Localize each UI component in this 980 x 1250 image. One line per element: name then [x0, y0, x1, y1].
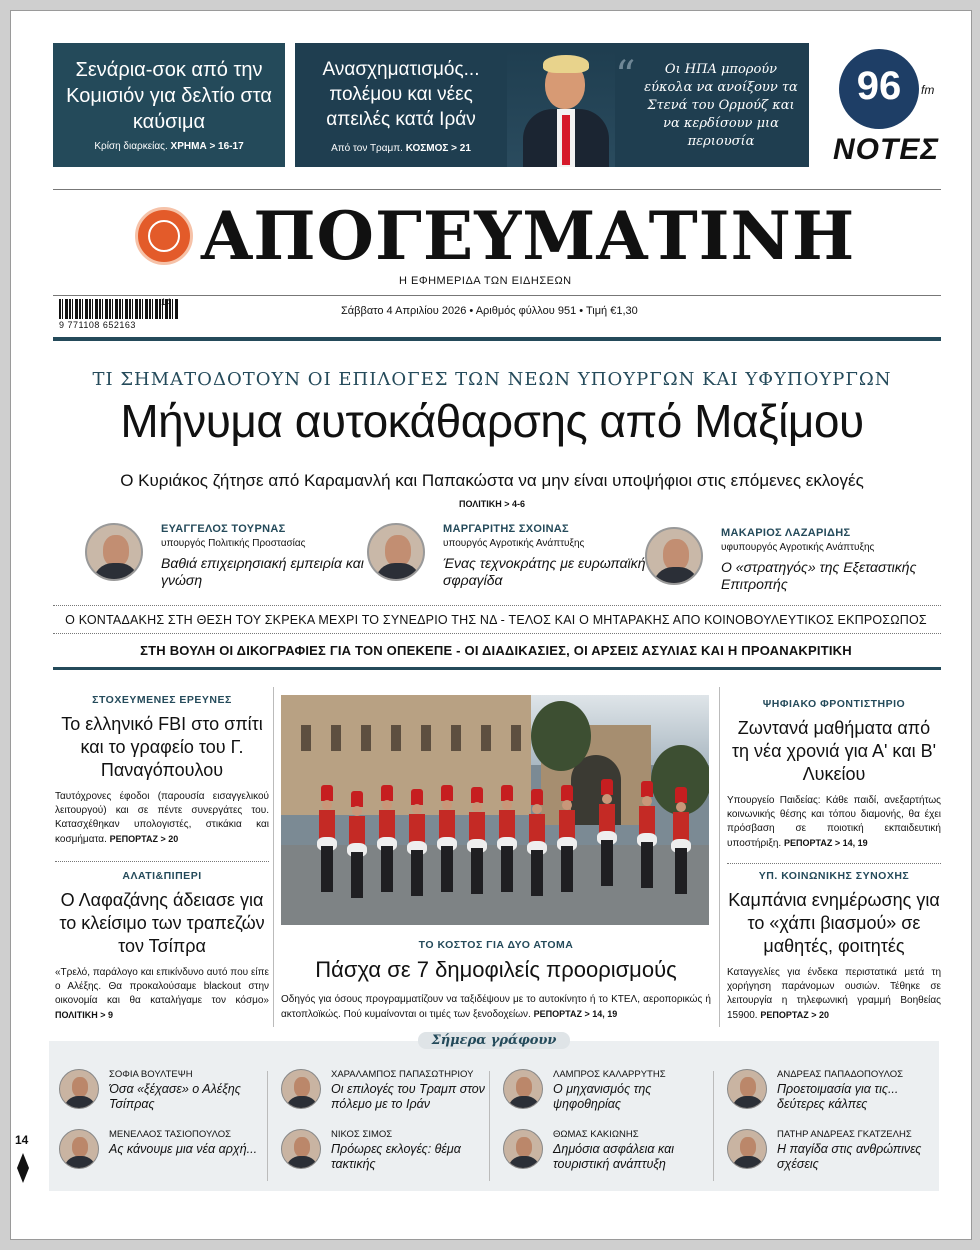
center-headline[interactable]: Πάσχα σε 7 δημοφιλείς προορισμούς: [315, 957, 677, 982]
story-body: Ταυτόχρονες έφοδοι (παρουσία εισαγγελικού λειτουργού) και σε πέντε συνεργάτες του. Κατασχέθηκαν υπολογιστές, στικάκια και κοσμήματα. ΡΕΠΟΡΤΑΖ > 20: [55, 791, 269, 845]
column-divider: [273, 687, 274, 1027]
story-body: Καταγγελίες για ένδεκα περιστατικά μετά τη χορήγηση παράνομων ουσιών. Τέθηκε σε λειτουργία η τηλεφωνική γραμμή Βοηθείας 15900. ΡΕΠΟΡΤΑΖ > 20: [727, 967, 941, 1021]
story-lafazanis[interactable]: [55, 869, 269, 1023]
story-body: Υπουργείο Παιδείας: Κάθε παιδί, ανεξαρτήτως κοινωνικής θέσης και τόπου διαμονής, θα έχει πρόσβαση σε ποιοτική εκπαιδευτική υποστήριξη. ΡΕΠΟΡΤΑΖ > 14, 19: [727, 795, 941, 849]
writer-card[interactable]: [493, 1069, 711, 1121]
story-ref: ΡΕΠΟΡΤΑΖ > 14, 19: [783, 838, 868, 848]
column-divider: [719, 687, 720, 1027]
writer-title: Ο μηχανισμός της ψηφοθηρίας: [553, 1082, 652, 1111]
writer-card[interactable]: [49, 1069, 267, 1121]
avatar: [59, 1129, 99, 1169]
profile-tournas[interactable]: [85, 523, 375, 603]
teaser-headline: Ανασχηματισμός... πολέμου και νέες απειλές κατά Ιράν: [322, 59, 480, 130]
avatar: [503, 1129, 543, 1169]
story-kicker: ΥΠ. ΚΟΙΝΩΝΙΚΗΣ ΣΥΝΟΧΗΣ: [758, 870, 910, 882]
story-ref: ΠΟΛΙΤΙΚΗ > 9: [55, 1010, 114, 1020]
teaser-headline: Σενάρια-σοκ από την Κομισιόν για δελτίο στα καύσιμα: [66, 59, 272, 133]
divider: [53, 633, 941, 634]
writer-title: Δημόσια ασφάλεια και τουριστική ανάπτυξη: [553, 1142, 675, 1171]
profile-schinas[interactable]: [367, 523, 657, 603]
profile-name: ΕΥΑΓΓΕΛΟΣ ΤΟΥΡΝΑΣ: [161, 523, 286, 535]
profile-role: υπουργός Πολιτικής Προστασίας: [161, 538, 306, 549]
writer-name: ΝΙΚΟΣ ΣΙΜΟΣ: [331, 1129, 393, 1140]
writer-name: ΛΑΜΠΡΟΣ ΚΑΛΑΡΡΥΤΗΣ: [553, 1069, 666, 1080]
avatar: [503, 1069, 543, 1109]
today-writers-box: [49, 1033, 939, 1191]
profile-quote: Ο «στρατηγός» της Εξεταστικής Επιτροπής: [721, 559, 917, 592]
avatar: [727, 1069, 767, 1109]
issue-info: Σάββατο 4 Απριλίου 2026 • Αριθμός φύλλου 951 • Τιμή €1,30: [341, 305, 638, 317]
trump-photo: [507, 49, 615, 167]
story-kicker: ΣΤΟΧΕΥΜΕΝΕΣ ΕΡΕΥΝΕΣ: [92, 694, 232, 706]
lead-kicker: ΤΙ ΣΗΜΑΤΟΔΟΤΟΥΝ ΟΙ ΕΠΙΛΟΓΕΣ ΤΩΝ ΝΕΩΝ ΥΠΟΥΡΓΩΝ ΚΑΙ ΥΦΥΠΟΥΡΓΩΝ: [92, 369, 892, 390]
divider: [53, 337, 941, 341]
writer-title: Πρόωρες εκλογές: θέμα τακτικής: [331, 1142, 461, 1171]
radio-badge[interactable]: 96 fm ΝΟΤΕΣ: [829, 43, 939, 167]
newspaper-front-page: [10, 10, 972, 1240]
avatar: [367, 523, 425, 581]
story-ref: ΡΕΠΟΡΤΑΖ > 20: [760, 1010, 829, 1020]
story-kicker: ΨΗΦΙΑΚΟ ΦΡΟΝΤΙΣΤΗΡΙΟ: [762, 698, 906, 710]
divider: [53, 667, 941, 670]
writer-card[interactable]: [271, 1129, 489, 1181]
column-divider: [267, 1071, 268, 1181]
lead-deck: Ο Κυριάκος ζήτησε από Καραμανλή και Παπακώστα να μην είναι υποψήφιοι στις επόμενες εκλογές: [120, 471, 864, 490]
avatar: [85, 523, 143, 581]
story-headline: Καμπάνια ενημέρωσης για το «χάπι βιασμού» σε μαθητές, φοιτητές: [728, 890, 940, 956]
writer-name: ΑΝΔΡΕΑΣ ΠΑΠΑΔΟΠΟΥΛΟΣ: [777, 1069, 903, 1080]
avatar: [281, 1069, 321, 1109]
strap-kontadakis[interactable]: Ο ΚΟΝΤΑΔΑΚΗΣ ΣΤΗ ΘΕΣΗ ΤΟΥ ΣΚΡΕΚΑ ΜΕΧΡΙ ΤΟ ΣΥΝΕΔΡΙΟ ΤΗΣ ΝΔ - ΤΕΛΟΣ ΚΑΙ Ο ΜΗΤΑΡΑΚΗΣ ΑΠΟ ΚΟΙΝΟΒΟΥΛΕΥΤΙΚΟΣ ΕΚΠΡΟΣΩΠΟΣ: [65, 613, 927, 627]
barcode-digits: 9 771108 652163: [59, 320, 136, 330]
divider: [727, 863, 941, 864]
writer-card[interactable]: [493, 1129, 711, 1181]
story-ref: ΡΕΠΟΡΤΑΖ > 14, 19: [533, 1009, 618, 1019]
center-body: Οδηγός για όσους προγραμματίζουν να ταξιδέψουν με το αυτοκίνητο ή το ΚΤΕΛ, αεροπορικώς ή ακτοπλοϊκώς. Πού κυμαίνονται οι τιμές των ξενοδοχείων. ΡΕΠΟΡΤΑΖ > 14, 19: [281, 994, 711, 1020]
radio-logo: 96: [839, 49, 919, 129]
profile-role: υφυπουργός Αγροτικής Ανάπτυξης: [721, 542, 875, 553]
profile-lazaridis[interactable]: [645, 527, 935, 607]
column-divider: [489, 1071, 490, 1181]
writer-name: ΣΟΦΙΑ ΒΟΥΛΤΕΨΗ: [109, 1069, 193, 1080]
avatar: [645, 527, 703, 585]
writer-title: Η παγίδα στις ανθρώπινες σχέσεις: [777, 1142, 922, 1171]
writer-card[interactable]: [49, 1129, 267, 1181]
radio-name: ΝΟΤΕΣ: [833, 133, 940, 166]
center-kicker: ΤΟ ΚΟΣΤΟΣ ΓΙΑ ΔΥΟ ΑΤΟΜΑ: [418, 939, 574, 951]
story-headline: Το ελληνικό FBI στο σπίτι και το γραφείο του Γ. Παναγόπουλου: [61, 714, 263, 780]
lead-section-ref[interactable]: ΠΟΛΙΤΙΚΗ > 4-6: [459, 499, 526, 509]
lead-headline[interactable]: Μήνυμα αυτοκάθαρσης από Μαξίμου: [120, 395, 864, 447]
writer-name: ΠΑΤΗΡ ΑΝΔΡΕΑΣ ΓΚΑΤΖΕΛΗΣ: [777, 1129, 912, 1140]
profile-quote: Βαθιά επιχειρησιακή εμπειρία και γνώση: [161, 555, 364, 588]
teaser-quote: Οι ΗΠΑ μπορούν εύκολα να ανοίξουν τα Στενά του Ορμούζ και να κερδίσουν μια περιουσία: [644, 62, 798, 149]
profile-quote: Ένας τεχνοκράτης με ευρωπαϊκή σφραγίδα: [443, 555, 646, 588]
diamond-icon: [17, 1153, 29, 1183]
writer-title: Προετοιμασία για τις... δεύτερες κάλπες: [777, 1082, 899, 1111]
teaser-ref: Από τον Τραμπ. ΚΟΣΜΟΣ > 21: [331, 143, 471, 154]
story-headline: Ζωντανά μαθήματα από τη νέα χρονιά για Α' και Β' Λυκείου: [731, 718, 937, 784]
teaser-ref: Κρίση διαρκείας. ΧΡΗΜΑ > 16-17: [94, 141, 244, 152]
story-digital-tutoring[interactable]: [727, 697, 941, 851]
writer-name: ΘΩΜΑΣ ΚΑΚΙΩΝΗΣ: [553, 1129, 639, 1140]
avatar: [59, 1069, 99, 1109]
writer-card[interactable]: [717, 1069, 935, 1121]
masthead-tagline: Η ΕΦΗΜΕΡΙΔΑ ΤΩΝ ΕΙΔΗΣΕΩΝ: [399, 275, 572, 287]
story-campaign[interactable]: [727, 869, 941, 1023]
story-body: «Τρελό, παράλογο και επικίνδυνο αυτό που είπε ο Αλέξης. Θα προκαλούσαμε blackout στην οικονομία και θα καταλήγαμε τον κόσμο» ΠΟΛΙΤΙΚΗ > 9: [55, 967, 269, 1020]
masthead-title: ΑΠΟΓΕΥΜΑΤΙΝΗ: [201, 197, 856, 275]
writer-title: Όσα «ξέχασε» ο Αλέξης Τσίπρας: [109, 1082, 241, 1111]
column-divider: [713, 1071, 714, 1181]
quote-icon: “: [615, 53, 636, 99]
teaser-reshuffle[interactable]: [295, 43, 809, 167]
teaser-fuel[interactable]: [53, 43, 285, 167]
today-title: Σήμερα γράφουν: [49, 1031, 939, 1049]
profile-role: υπουργός Αγροτικής Ανάπτυξης: [443, 538, 585, 549]
newspaper-logo-icon: [135, 207, 193, 265]
barcode-supplement: 14: [161, 297, 172, 307]
story-kicker: ΑΛΑΤΙ&ΠΙΠΕΡΙ: [122, 870, 202, 882]
easter-photo[interactable]: [281, 695, 709, 925]
writer-title: Οι επιλογές του Τραμπ στον πόλεμο με το Ιράν: [331, 1082, 485, 1111]
profile-name: ΜΑΚΑΡΙΟΣ ΛΑΖΑΡΙΔΗΣ: [721, 527, 851, 539]
divider: [53, 189, 941, 190]
page-number: 14: [15, 1133, 29, 1147]
writer-card[interactable]: [717, 1129, 935, 1181]
profile-name: ΜΑΡΓΑΡΙΤΗΣ ΣΧΟΙΝΑΣ: [443, 523, 569, 535]
avatar: [727, 1129, 767, 1169]
divider: [53, 605, 941, 606]
story-fbi[interactable]: [55, 693, 269, 847]
divider: [53, 295, 941, 296]
writer-name: ΧΑΡΑΛΑΜΠΟΣ ΠΑΠΑΣΩΤΗΡΙΟΥ: [331, 1069, 474, 1080]
story-ref: ΡΕΠΟΡΤΑΖ > 20: [109, 834, 179, 844]
writer-card[interactable]: [271, 1069, 489, 1121]
story-headline: Ο Λαφαζάνης άδειασε για το κλείσιμο των τραπεζών τον Τσίπρα: [59, 890, 265, 956]
writer-name: ΜΕΝΕΛΑΟΣ ΤΑΣΙΟΠΟΥΛΟΣ: [109, 1129, 231, 1140]
strap-opekepe[interactable]: ΣΤΗ ΒΟΥΛΗ ΟΙ ΔΙΚΟΓΡΑΦΙΕΣ ΓΙΑ ΤΟΝ ΟΠΕΚΕΠΕ - ΟΙ ΔΙΑΔΙΚΑΣΙΕΣ, ΟΙ ΑΡΣΕΙΣ ΑΣΥΛΙΑΣ ΚΑΙ Η ΠΡΟΑΝΑΚΡΙΤΙΚΗ: [140, 643, 852, 658]
writer-title: Ας κάνουμε μια νέα αρχή...: [109, 1142, 258, 1156]
avatar: [281, 1129, 321, 1169]
divider: [55, 861, 269, 862]
